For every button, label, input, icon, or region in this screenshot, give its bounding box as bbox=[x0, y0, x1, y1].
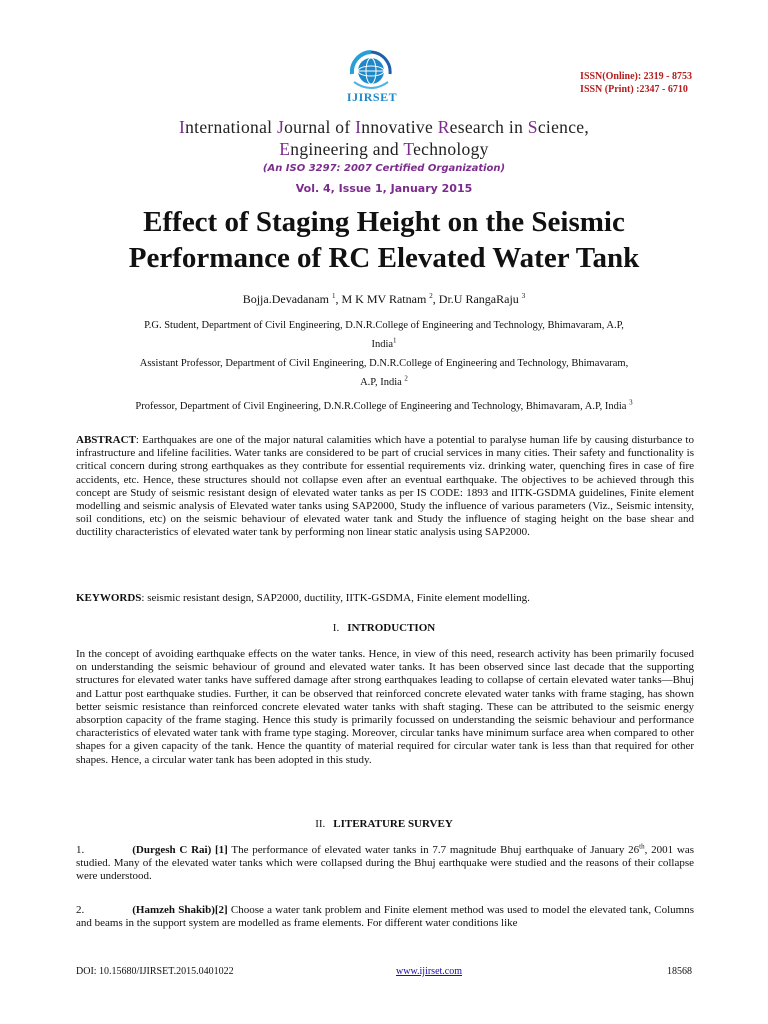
journal-name bbox=[0, 116, 768, 160]
website-link[interactable]: www.ijirset.com bbox=[396, 966, 463, 977]
issn-print: ISSN (Print) :2347 - 6710 bbox=[580, 84, 688, 95]
doi: DOI: 10.15680/IJIRSET.2015.0401022 bbox=[76, 966, 234, 977]
abstract-label: ABSTRACT bbox=[76, 434, 136, 446]
affiliation-3: Professor, Department of Civil Engineering, D.N.R.College of Engineering and Technology, Bhimavaram, A.P, India $^3$ bbox=[135, 398, 633, 412]
section-heading-literature-survey: II. LITERATURE SURVEY bbox=[315, 818, 453, 830]
issn-online: ISSN(Online): 2319 - 8753 bbox=[580, 71, 692, 82]
iso-certification: (An ISO 3297: 2007 Certified Organization) bbox=[262, 163, 506, 174]
literature-item-1: 1. (Durgesh C Rai) [1] The performance of elevated water tanks in 7.7 magnitude Bhuj earthquake of January 26th, 2001 was studied. Many of the elevated water tanks which were collapsed during the Bhuj earthquake were studied and the reasons of their collapse were understood. bbox=[76, 842, 695, 883]
journal-name-line1: International Journal of Innovative Research in Science, bbox=[178, 117, 590, 137]
keywords-label: KEYWORDS bbox=[76, 592, 142, 604]
author-list: Bojja.Devadanam $^1$, M K MV Ratnam $^2$, Dr.U RangaRaju $^3$ bbox=[242, 292, 526, 306]
issn-block bbox=[580, 70, 692, 96]
keywords-text: : seismic resistant design, SAP2000, ductility, IITK-GSDMA, Finite element modelling. bbox=[141, 592, 530, 604]
section-heading-introduction: I. INTRODUCTION bbox=[332, 622, 436, 634]
affiliation-1: P.G. Student, Department of Civil Engineering, D.N.R.College of Engineering and Technology, Bhimavaram, A.P, India$^1$ bbox=[144, 320, 624, 350]
literature-item-2: 2. (Hamzeh Shakib)[2] Choose a water tank problem and Finite element method was used to model the elevated tank, Columns and beams in the support system are modelled as frame elements. For different water conditions like bbox=[76, 904, 694, 930]
journal-name-line2: Engineering and Technology bbox=[279, 139, 489, 159]
abstract-text: : Earthquakes are one of the major natural calamities which have a potential to paralyse human life by causing disturbance to infrastructure and lifeline facilities. Water tanks are considered to be part of crucial services in many cities. Their safety and functionality is critical concern during strong earthquakes as they contribute for essential requirements viz. drinking water, quenching fires in case of fire accidents, etc. Hence, these structures should not collapse even after an eventual earthquake. The objectives to be achieved through this concept are Study of seismic resistant design of elevated water tanks as per IS CODE: 1893 and IITK-GSDMA guidelines, Finite element modelling and seismic analysis of Elevated water tanks using SAP2000, Study the influence of various parameters (Viz., Seismic intensity, soil conditions, etc) on the seismic behaviour of elevated water tank and Study the influence of staging height on the base shear and ductility characteristics of elevated water tank by performing non linear static analysis using SAP2000. bbox=[76, 434, 694, 539]
keywords bbox=[76, 592, 694, 605]
volume-issue: Vol. 4, Issue 1, January 2015 bbox=[295, 182, 473, 195]
abstract bbox=[76, 434, 694, 540]
page-number: 18568 bbox=[667, 966, 692, 977]
introduction-text: In the concept of avoiding earthquake effects on the water tanks. Hence, in view of this need, research activity has been primarily focused on understanding the seismic behaviour of ground and elevated water tanks. It has been observed since last decade that the supporting structures for elevated water tanks have suffered damage after strong earthquakes leading to collapse of certain elevated water tanks—Bhuj and Lattur post earthquake studies. Further, it can be observed that reinforced concrete elevated water tanks with frame staging, has shown better seismic resistance than reinforced concrete elevated water tanks with shaft staging. These can be attributed to the seismic energy absorption capacity of the frame staging. Hence this study is primarily focussed on understanding the seismic behaviour and performance characteristics of elevated water tank with frame type staging. Moreover, circular tanks have minimum surface area when compared to other shapes for a given capacity of the tank. Hence the quantity of material required for circular water tank is less than that required for other shapes. Hence, a circular water tank has been adopted in this study. bbox=[76, 648, 694, 766]
affiliation-2: Assistant Professor, Department of Civil Engineering, D.N.R.College of Engineering and Technology, Bhimavaram, A.P, India $^2$ bbox=[139, 358, 629, 388]
logo-text: IJIRSET bbox=[346, 90, 398, 104]
paper-title: Effect of Staging Height on the Seismic Performance of RC Elevated Water Tank bbox=[128, 206, 640, 274]
